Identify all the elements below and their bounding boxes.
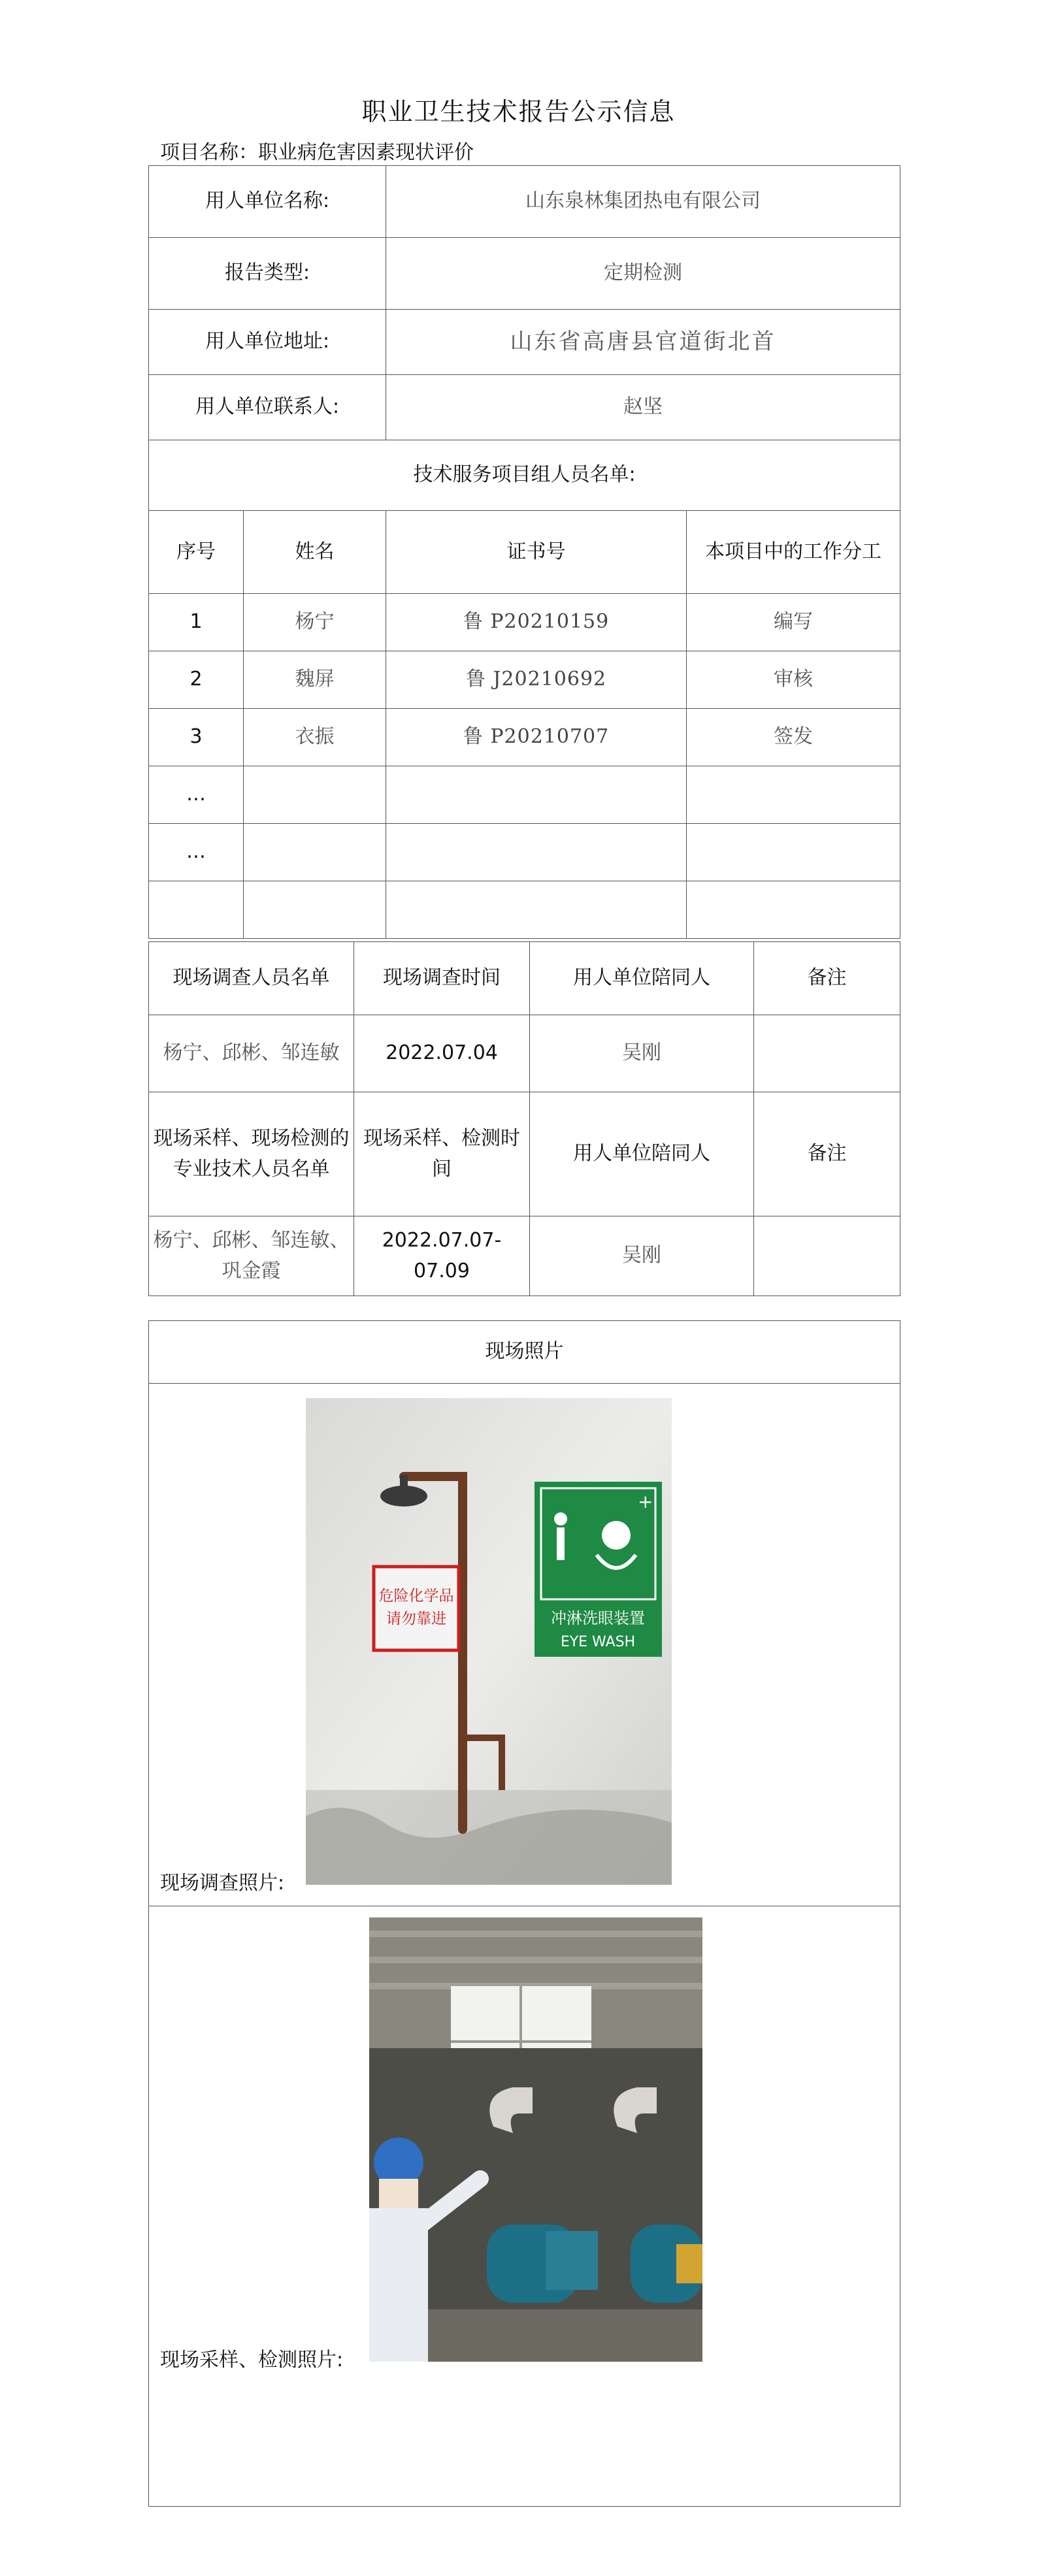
- team-index: …: [149, 766, 244, 824]
- eyewash-sign-cn: 冲淋洗眼装置: [551, 1609, 645, 1627]
- report-type-value: 定期检测: [386, 238, 900, 310]
- team-cert-no: 鲁 P20210707: [386, 709, 687, 766]
- team-member-name: 魏屏: [244, 651, 386, 709]
- survey-escort: 吴刚: [530, 1015, 754, 1092]
- team-role: [687, 881, 900, 939]
- team-member-name: [244, 881, 386, 939]
- team-role: [687, 766, 900, 824]
- survey-time: 2022.07.04: [354, 1015, 530, 1092]
- table-row: [149, 651, 900, 709]
- sampling-staff: 杨宁、邱彬、邹连敏、巩金霞: [149, 1216, 354, 1296]
- team-index: 3: [149, 709, 244, 766]
- team-index: 1: [149, 594, 244, 651]
- team-member-name: [244, 766, 386, 824]
- sampling-photo-label: 现场采样、检测照片:: [160, 2349, 344, 2372]
- survey-header-escort: 用人单位陪同人: [530, 942, 754, 1015]
- team-member-name: 衣振: [244, 709, 386, 766]
- sampling-time: 2022.07.07-07.09: [354, 1216, 530, 1296]
- team-role: 编写: [687, 594, 900, 651]
- warning-sign-line1: 危险化学品: [378, 1588, 454, 1605]
- survey-remark: [754, 1015, 900, 1092]
- team-member-name: 杨宁: [244, 594, 386, 651]
- survey-header-time: 现场调查时间: [354, 942, 530, 1015]
- team-index: [149, 881, 244, 939]
- sampling-header-escort: 用人单位陪同人: [530, 1092, 754, 1216]
- sampling-remark: [754, 1216, 900, 1296]
- team-header-index: 序号: [149, 511, 244, 594]
- contact-value: 赵坚: [386, 375, 900, 440]
- sampling-photo: [369, 1917, 702, 2362]
- report-type-label: 报告类型:: [149, 238, 386, 310]
- survey-table: [148, 941, 900, 1296]
- unit-name-label: 用人单位名称:: [149, 166, 386, 238]
- address-value: 山东省高唐县官道街北首: [386, 310, 900, 375]
- survey-photo-label: 现场调查照片:: [160, 1872, 285, 1895]
- warning-sign: [374, 1567, 459, 1650]
- svg-text:+: +: [638, 1491, 653, 1512]
- team-role: 审核: [687, 651, 900, 709]
- team-cert-no: 鲁 J20210692: [386, 651, 687, 709]
- team-header-cert: 证书号: [386, 511, 687, 594]
- team-cert-no: [386, 824, 687, 881]
- table-row: [149, 1015, 900, 1092]
- table-row: [149, 594, 900, 651]
- sampling-escort: 吴刚: [530, 1216, 754, 1296]
- project-name: 项目名称：职业病危害因素现状评价: [160, 141, 474, 164]
- team-index: 2: [149, 651, 244, 709]
- eyewash-sign-en: EYE WASH: [560, 1634, 636, 1650]
- sampling-header-time: 现场采样、检测时间: [354, 1092, 530, 1216]
- survey-photo: [306, 1398, 672, 1885]
- table-row: [149, 824, 900, 881]
- survey-staff: 杨宁、邱彬、邹连敏: [149, 1015, 354, 1092]
- team-role: [687, 824, 900, 881]
- address-label: 用人单位地址:: [149, 310, 386, 375]
- sampling-header-staff: 现场采样、现场检测的专业技术人员名单: [149, 1092, 354, 1216]
- survey-header-remark: 备注: [754, 942, 900, 1015]
- info-table: [148, 165, 900, 939]
- eyewash-sign: [535, 1482, 662, 1657]
- team-member-name: [244, 824, 386, 881]
- survey-header-staff: 现场调查人员名单: [149, 942, 354, 1015]
- table-row: [149, 881, 900, 939]
- team-cert-no: 鲁 P20210159: [386, 594, 687, 651]
- team-header-name: 姓名: [244, 511, 386, 594]
- team-heading: 技术服务项目组人员名单:: [149, 440, 900, 511]
- team-role: 签发: [687, 709, 900, 766]
- page-title: 职业卫生技术报告公示信息: [361, 97, 676, 126]
- table-row: [149, 709, 900, 766]
- photos-heading: 现场照片: [149, 1321, 900, 1384]
- table-row: [149, 1216, 900, 1296]
- sampling-header-remark: 备注: [754, 1092, 900, 1216]
- team-index: …: [149, 824, 244, 881]
- contact-label: 用人单位联系人:: [149, 375, 386, 440]
- team-header-role: 本项目中的工作分工: [687, 511, 900, 594]
- team-cert-no: [386, 881, 687, 939]
- unit-name-value: 山东泉林集团热电有限公司: [386, 166, 900, 238]
- table-row: [149, 766, 900, 824]
- team-cert-no: [386, 766, 687, 824]
- warning-sign-line2: 请勿靠进: [386, 1610, 446, 1627]
